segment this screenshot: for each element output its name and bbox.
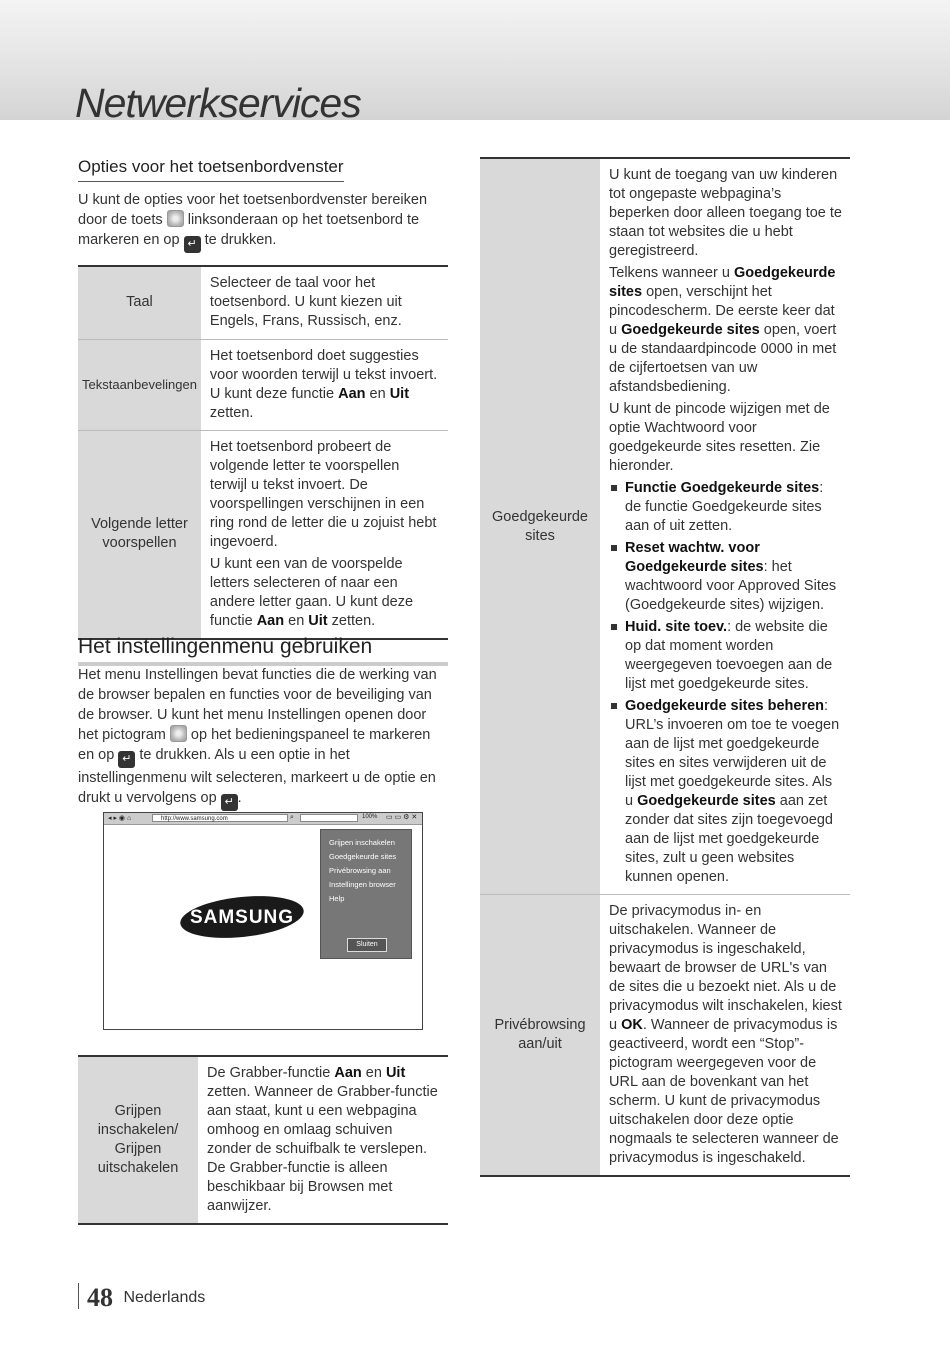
enter-button-icon: ↵	[184, 236, 201, 253]
row-label-text-suggestions: Tekstaanbevelingen	[78, 339, 201, 430]
settings-gear-icon	[170, 725, 187, 742]
grab-table	[78, 1055, 448, 1225]
menu-item-browser-settings[interactable]: Instellingen browser	[329, 880, 396, 889]
page-number: 48	[87, 1283, 113, 1312]
table-row	[480, 895, 850, 1177]
settings-options-table	[480, 157, 850, 1177]
address-bar[interactable]: http://www.samsung.com	[152, 814, 288, 822]
row-label-grab: Grijpen inschakelen/ Grijpen uitschakelen	[78, 1056, 198, 1224]
approved-sites-options-list	[609, 479, 842, 887]
list-item: Reset wachtw. voor Goedgekeurde sites: het wachtwoord voor Approved Sites (Goedgekeurde sites) wijzigen.	[609, 539, 842, 615]
row-text-private-browsing: De privacymodus in- en uitschakelen. Wanneer de privacymodus is ingeschakeld, bewaart de browser de URL's van de sites die u bezoekt niet. Als u de privacymodus wilt inschakelen, kiest u OK. Wanneer de privacymodus is geactiveerd, wordt een “Stop”-pictogram weergegeven voor de URL aan de bovenkant van het scherm. U kunt de privacymodus uitschakelen door deze optie nogmaals te selecteren wanneer de privacymodus is ingeschakeld.	[600, 895, 850, 1177]
settings-intro: Het menu Instellingen bevat functies die de werking van de browser bepalen en functies voor de beveiliging van de browser. U kunt het menu Instellingen openen door het pictogram op het bedieningspaneel te markeren en op ↵ te drukken. Als u een optie in het instellingenmenu wilt selecteren, markeert u de optie en drukt u vervolgens op ↵ .	[78, 665, 448, 811]
menu-item-grab-on[interactable]: Grijpen inschakelen	[329, 838, 395, 847]
row-label-approved-sites: Goedgekeurde sites	[480, 158, 600, 895]
row-label-next-letter: Volgende letter voorspellen	[78, 430, 201, 639]
list-item: Functie Goedgekeurde sites: de functie Goedgekeurde sites aan of uit zetten.	[609, 479, 842, 536]
table-row	[78, 266, 448, 339]
browser-toolbar	[104, 813, 422, 825]
close-button[interactable]: Sluiten	[347, 938, 387, 952]
table-row	[480, 158, 850, 895]
settings-gear-icon	[167, 210, 184, 227]
page-title: Netwerkservices	[75, 80, 361, 126]
settings-menu-heading: Het instellingenmenu gebruiken	[78, 635, 448, 666]
row-text-next-letter: Het toetsenbord probeert de volgende letter te voorspellen terwijl u tekst invoert. De voorspellingen verschijnen in een ring rond de letter die u zojuist hebt ingevoerd. U kunt een van de voorspelde letters selecteren of naar een andere letter gaan. U kunt deze functie Aan en Uit zetten.	[201, 430, 448, 639]
row-text-language: Selecteer de taal voor het toetsenbord. U kunt kiezen uit Engels, Frans, Russisch, enz.	[201, 266, 448, 339]
row-label-language: Taal	[78, 266, 201, 339]
menu-item-approved-sites[interactable]: Goedgekeurde sites	[329, 852, 397, 861]
menu-item-private-browsing[interactable]: Privébrowsing aan	[329, 866, 391, 875]
row-text-grab: De Grabber-functie Aan en Uit zetten. Wanneer de Grabber-functie aan staat, kunt u een webpagina omhoog en omlaag schuiven zonder de schuifbalk te verslepen. De Grabber-functie is alleen beschikbaar bij Browsen met aanwijzer.	[198, 1056, 448, 1224]
svg-text:SAMSUNG: SAMSUNG	[189, 907, 295, 928]
row-text-approved-sites: U kunt de toegang van uw kinderen tot ongepaste webpagina’s beperken door alleen toegang toe te staan tot websites die u hebt geregistreerd. Telkens wanneer u Goedgekeurde sites open, verschijnt het pincodescherm. De eerste keer dat u Goedgekeurde sites open, voert u de standaardpincode 0000 in met de cijfertoetsen van uw afstandsbediening. U kunt de pincode wijzigen met de optie Wachtwoord voor goedgekeurde sites resetten. Zie hieronder. Functie Goedgekeurde sites: de functie Goedgekeurde sites aan of uit zetten. Reset wachtw. voor Goedgekeurde sites: het wachtwoord voor Approved Sites (Goedgekeurde sites) wijzigen. Huid. site toev.: de website die op dat moment worden weergegeven toevoegen aan de lijst met goedgekeurde sites. Goedgekeurde sites beheren: URL’s invoeren om toe te voegen aan de lijst met goedgekeurde sites en sites verwijderen uit de lijst met goedgekeurde sites. Als u Goedgekeurde sites aan zet zonder dat sites zijn toegevoegd aan de lijst met goedgekeurde sites, zult u geen websites kunnen openen.	[600, 158, 850, 895]
table-row	[78, 430, 448, 639]
nav-arrows-icon: ◂ ▸ ◉ ⌂	[108, 815, 132, 822]
samsung-logo	[180, 895, 304, 939]
footer-language: Nederlands	[123, 1289, 206, 1306]
keyboard-intro: U kunt de opties voor het toetsenbordvenster bereiken door de toets linksonderaan op het toetsenbord te markeren en op ↵ te drukken.	[78, 190, 448, 253]
search-icon: ⌕	[290, 814, 294, 821]
row-label-private-browsing: Privébrowsing aan/uit	[480, 895, 600, 1177]
enter-button-icon: ↵	[118, 751, 135, 768]
keyboard-options-heading: Opties voor het toetsenbordvenster	[78, 157, 344, 182]
menu-item-help[interactable]: Help	[329, 894, 345, 903]
row-text-text-suggestions: Het toetsenbord doet suggesties voor woorden terwijl u tekst invoert. U kunt deze functie Aan en Uit zetten.	[201, 339, 448, 430]
zoom-level: 100%	[362, 814, 378, 820]
page-footer	[78, 1283, 206, 1312]
browser-screenshot	[103, 812, 423, 1030]
table-row	[78, 1056, 448, 1224]
list-item: Goedgekeurde sites beheren: URL’s invoeren om toe te voegen aan de lijst met goedgekeurde sites en sites verwijderen uit de lijst met goedgekeurde sites. Als u Goedgekeurde sites aan zet zonder dat sites zijn toegevoegd aan de lijst met goedgekeurde sites, zult u geen websites kunnen openen.	[609, 697, 842, 887]
settings-popup-menu	[320, 829, 412, 959]
window-controls-icon: ▭ ▭ ⚙ ✕	[386, 814, 418, 821]
keyboard-options-table	[78, 265, 448, 640]
search-field[interactable]	[300, 814, 358, 822]
table-row	[78, 339, 448, 430]
list-item: Huid. site toev.: de website die op dat moment worden weergegeven toevoegen aan de lijst met goedgekeurde sites.	[609, 618, 842, 694]
page-header	[0, 0, 950, 126]
enter-button-icon: ↵	[221, 794, 238, 811]
